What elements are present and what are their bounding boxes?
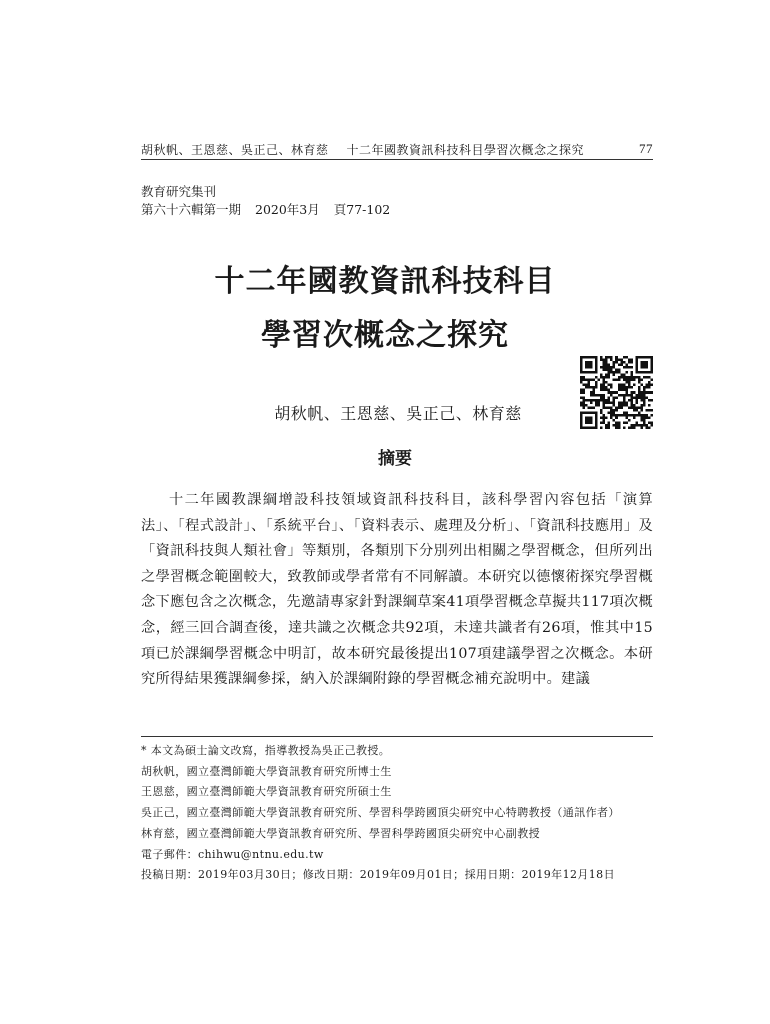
journal-pages: 頁77-102 [333,202,391,217]
running-header-text [141,141,584,158]
article-title-line2: 學習次概念之探究 [261,318,509,353]
journal-date: 2020年3月 [255,202,320,217]
journal-info [141,183,400,219]
journal-name: 教育研究集刊 [141,184,217,199]
article-authors: 胡秋帆、王恩慈、吳正己、林育慈 [274,404,522,423]
running-header [141,141,653,158]
journal-issue: 第六十六輯第一期 [141,202,242,217]
footnote-author-2: 王恩慈，國立臺灣師範大學資訊教育研究所碩士生 [141,785,392,799]
abstract-body: 十二年國教課綱增設科技領域資訊科技科目，該科學習內容包括「演算法」、「程式設計」、「系統平台」、「資料表示、處理及分析」、「資訊科技應用」及「資訊科技與人類社會」等類別，各類別下分別列出相關之學習概念，但所列出之學習概念範圍較大，致教師或學者常有不同解讀。本研究以德懷術探究學習概念下應包含之次概念，先邀請專家針對課綱草案41項學習概念草擬共117項次概念，經三回合調查後，達共識之次概念共92項，未達共識者有26項，惟其中15項已於課綱學習概念中明訂，故本研究最後提出107項建議學習之次概念。本研究所得結果獲課綱參採，納入於課綱附錄的學習概念補充說明中。建議 [141,492,653,688]
footnotes [141,741,653,886]
abstract-heading: 摘要 [378,449,412,469]
running-header-title: 十二年國教資訊科技科目學習次概念之探究 [346,143,585,157]
footnote-author-1: 胡秋帆，國立臺灣師範大學資訊教育研究所博士生 [141,764,392,778]
footnote-email: 電子郵件：chihwu@ntnu.edu.tw [141,847,324,861]
running-header-authors: 胡秋帆、王恩慈、吳正己、林育慈 [141,143,329,157]
article-title-line1: 十二年國教資訊科技科目 [214,264,556,299]
footnote-author-3: 吳正己，國立臺灣師範大學資訊教育研究所、學習科學跨國頂尖研究中心特聘教授（通訊作者） [141,806,620,820]
journal-issue-line [141,201,400,219]
footnote-rule [141,736,653,737]
footnote-dates: 投稿日期：2019年03月30日；修改日期：2019年09月01日；採用日期：2019年12月18日 [141,868,615,882]
header-rule [141,159,653,160]
footnote-thesis: * 本文為碩士論文改寫，指導教授為吳正己教授。 [141,744,391,757]
footnote-author-4: 林育慈，國立臺灣師範大學資訊教育研究所、學習科學跨國頂尖研究中心副教授 [141,826,540,840]
page-number: 77 [639,141,653,156]
